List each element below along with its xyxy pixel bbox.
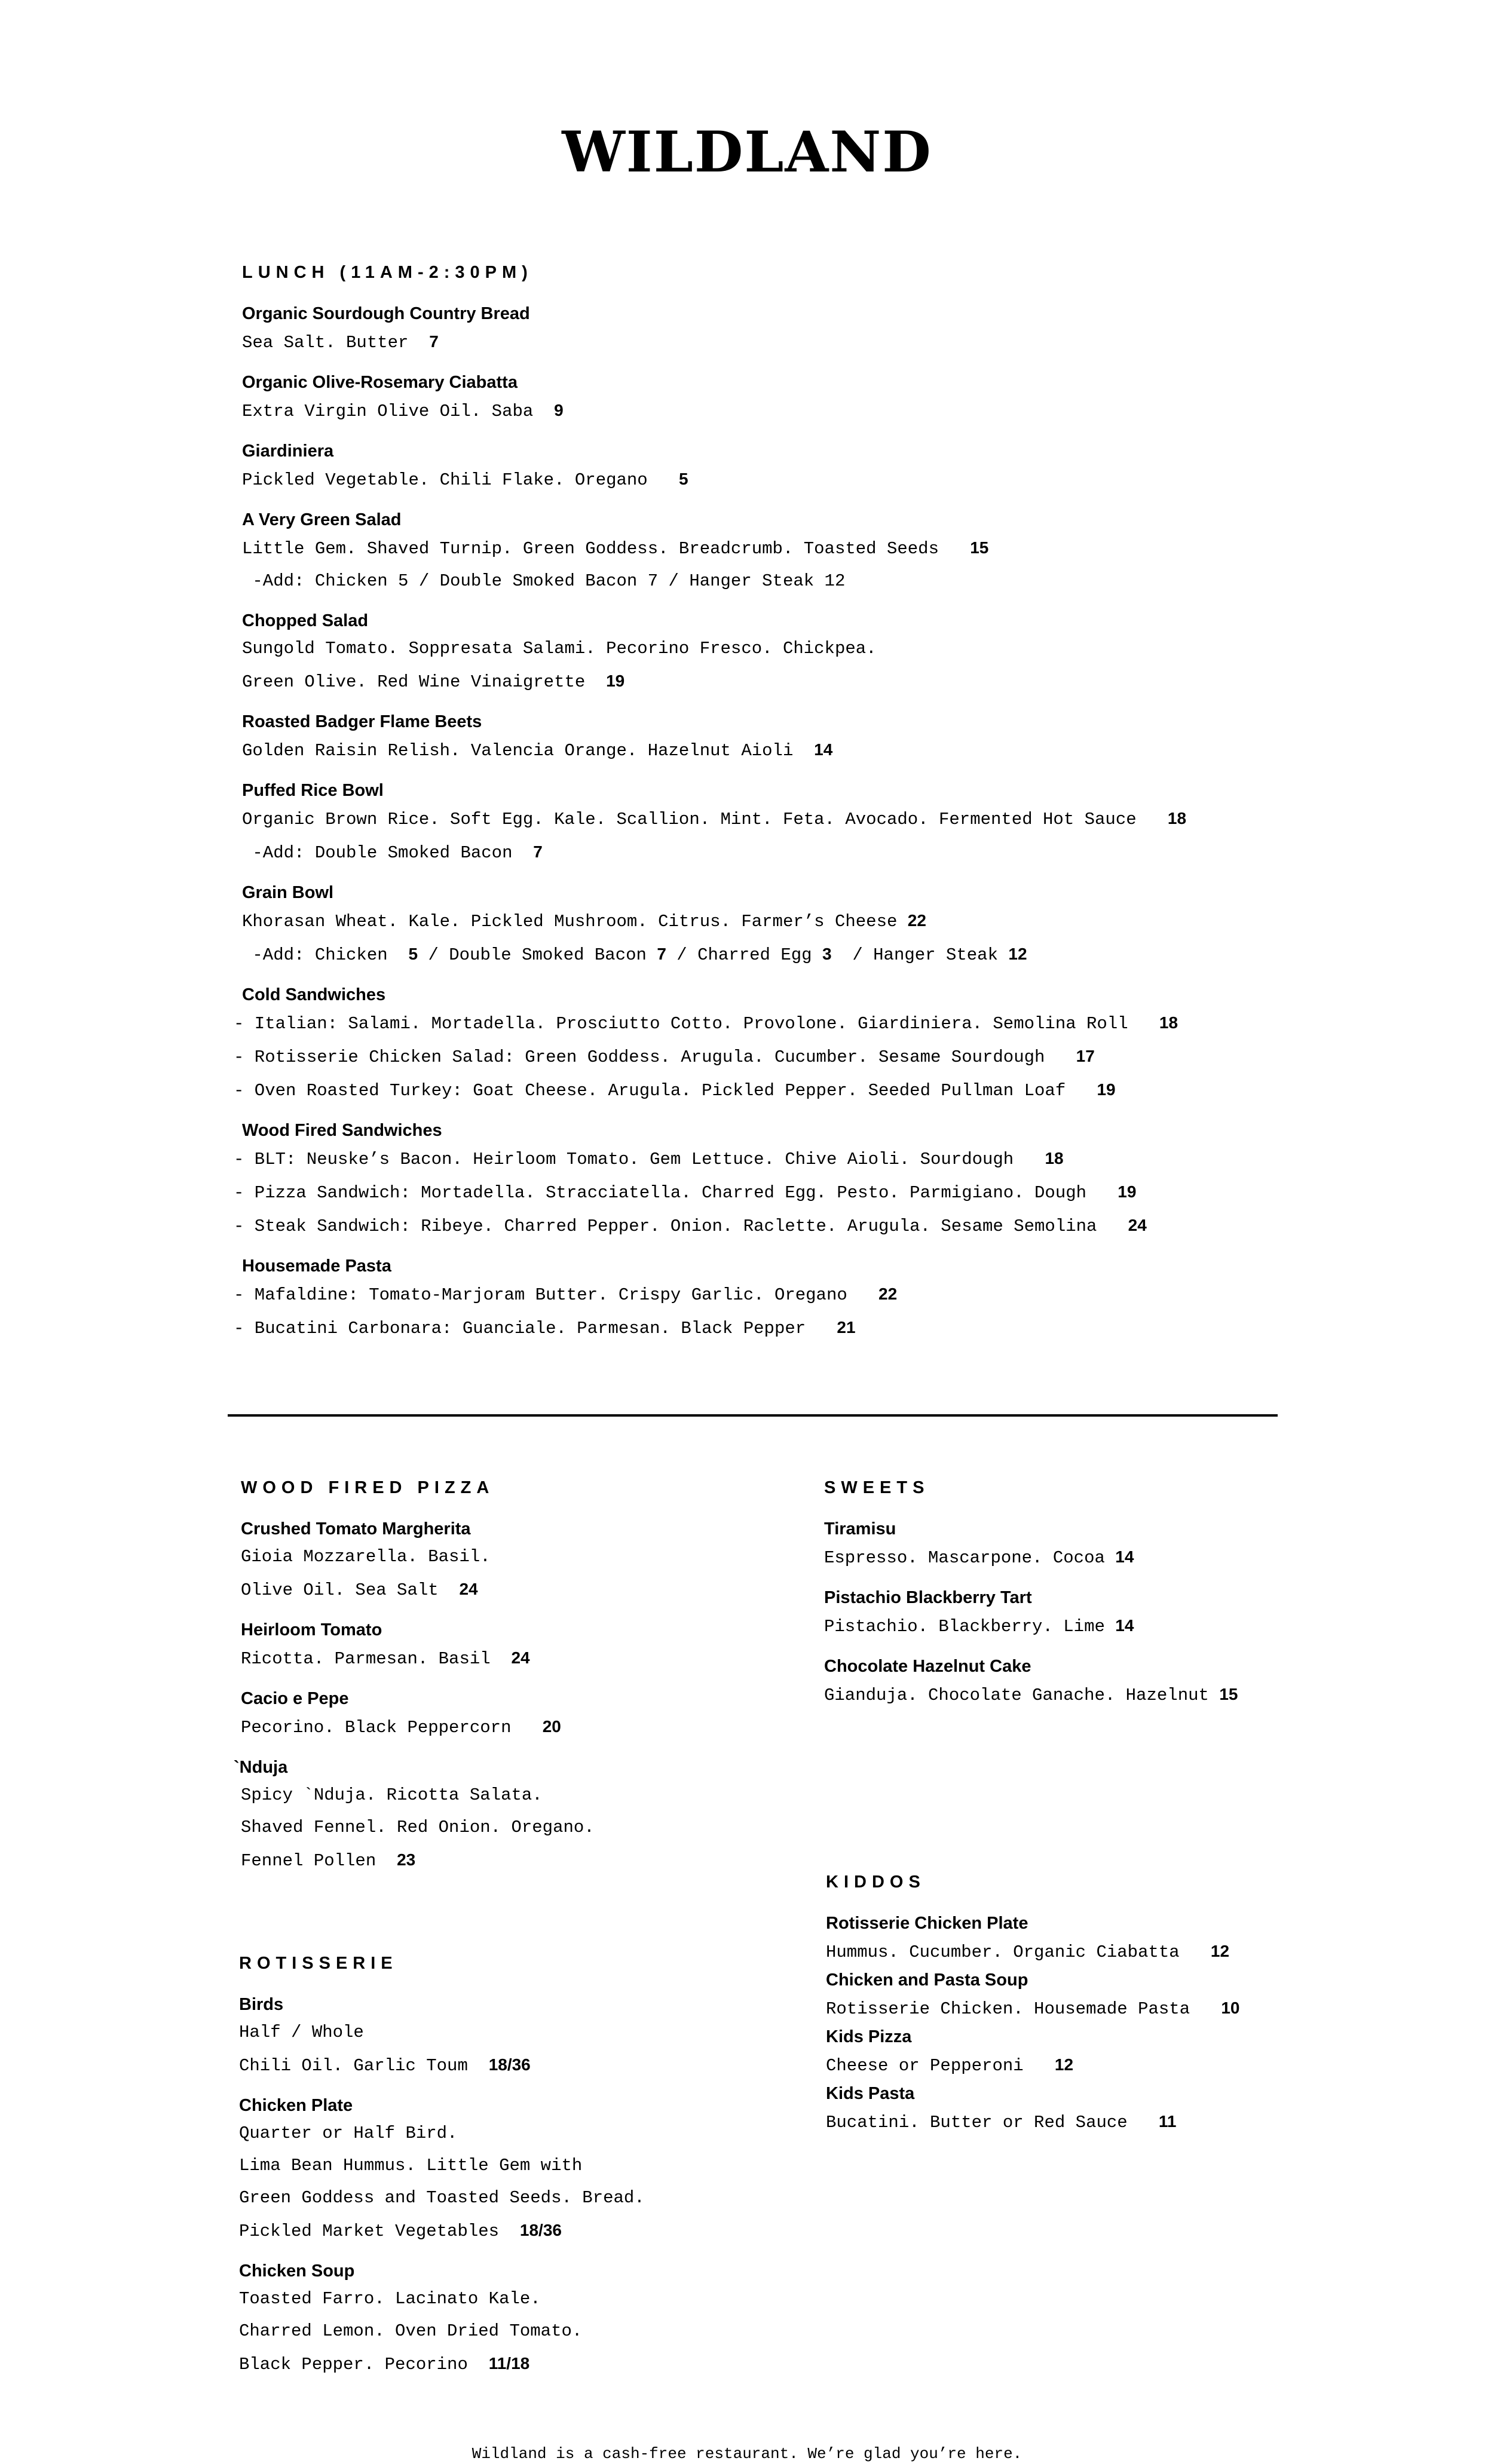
item-price: 17 — [1076, 1047, 1095, 1065]
section-divider — [228, 1414, 1278, 1417]
menu-item-giardiniera — [242, 440, 1288, 497]
item-title: Birds — [239, 1995, 284, 2014]
menu-item-chicken-plate — [239, 2094, 777, 2248]
list-item: - Bucatini Carbonara: Guanciale. Parmesan. Black Pepper 21 — [234, 1318, 856, 1338]
menu-group-housemade-pasta — [234, 1255, 1288, 1345]
item-price: 12 — [1210, 1942, 1230, 1960]
menu-item-kids-chicken-plate — [826, 1912, 1364, 1969]
lunch-section — [234, 261, 1288, 1345]
item-price: 19 — [606, 672, 625, 690]
item-price: 20 — [542, 1717, 561, 1736]
menu-item-kids-pizza — [826, 2025, 1364, 2082]
menu-group-cold-sandwiches — [234, 983, 1288, 1107]
item-price: 15 — [1219, 1685, 1238, 1703]
item-price: 18 — [1159, 1013, 1178, 1032]
list-item: - Oven Roasted Turkey: Goat Cheese. Arugula. Pickled Pepper. Seeded Pullman Loaf 19 — [234, 1080, 1116, 1101]
menu-item-cacio-e-pepe — [241, 1687, 779, 1744]
item-add-ons: -Add: Chicken 5 / Double Smoked Bacon 7 / Charred Egg 3 / Hanger Steak 12 — [242, 945, 1027, 965]
sweets-section — [824, 1476, 1362, 1712]
item-desc: Gianduja. Chocolate Ganache. Hazelnut 15 — [824, 1685, 1238, 1705]
item-title: Heirloom Tomato — [241, 1620, 382, 1639]
menu-group-wood-fired-sandwiches — [234, 1119, 1288, 1243]
item-price: 24 — [459, 1580, 478, 1598]
item-desc: Gioia Mozzarella. Basil. — [241, 1547, 491, 1567]
item-title: Chopped Salad — [242, 611, 369, 630]
item-desc: Ricotta. Parmesan. Basil 24 — [241, 1648, 530, 1669]
list-item: - Pizza Sandwich: Mortadella. Stracciatella. Charred Egg. Pesto. Parmigiano. Dough 19 — [234, 1182, 1137, 1203]
item-title: Organic Olive-Rosemary Ciabatta — [242, 373, 518, 392]
sweets-heading: SWEETS — [824, 1478, 930, 1497]
item-desc: Khorasan Wheat. Kale. Pickled Mushroom. Citrus. Farmer’s Cheese 22 — [242, 911, 926, 931]
menu-item-cake — [824, 1655, 1362, 1712]
item-price: 14 — [1115, 1616, 1134, 1635]
item-add-ons: -Add: Double Smoked Bacon 7 — [242, 842, 543, 863]
menu-item-kids-pasta-soup — [826, 1969, 1364, 2025]
item-desc: Black Pepper. Pecorino 11/18 — [239, 2354, 530, 2374]
menu-item-ciabatta — [242, 371, 1288, 428]
menu-item-beets — [242, 710, 1288, 767]
item-desc: Sea Salt. Butter 7 — [242, 332, 439, 353]
item-price: 24 — [1128, 1216, 1147, 1234]
pizza-section — [234, 1476, 779, 1877]
item-title: Crushed Tomato Margherita — [241, 1519, 471, 1539]
item-price: 9 — [554, 401, 564, 419]
item-title: Wood Fired Sandwiches — [242, 1121, 442, 1140]
item-title: Kids Pizza — [826, 2027, 912, 2046]
item-title: Giardiniera — [242, 442, 334, 461]
item-price: 18/36 — [519, 2221, 562, 2239]
lunch-heading: LUNCH (11AM-2:30PM) — [242, 263, 533, 282]
item-title: Grain Bowl — [242, 883, 334, 902]
item-desc: Pickled Market Vegetables 18/36 — [239, 2221, 562, 2241]
menu-item-bread — [242, 302, 1288, 359]
list-item: - Mafaldine: Tomato-Marjoram Butter. Crispy Garlic. Oregano 22 — [234, 1285, 898, 1305]
item-price: 19 — [1097, 1080, 1116, 1099]
rotisserie-section — [239, 1951, 777, 2381]
item-price: 22 — [907, 911, 926, 930]
item-desc: Charred Lemon. Oven Dried Tomato. — [239, 2321, 583, 2341]
menu-item-tart — [824, 1586, 1362, 1643]
item-desc: Toasted Farro. Lacinato Kale. — [239, 2289, 541, 2309]
item-price: 18 — [1167, 809, 1187, 828]
item-desc: Half / Whole — [239, 2022, 364, 2042]
item-title: Housemade Pasta — [242, 1256, 391, 1276]
menu-item-tiramisu — [824, 1518, 1362, 1574]
item-title: Chicken Soup — [239, 2261, 355, 2281]
item-desc: Pecorino. Black Peppercorn 20 — [241, 1717, 561, 1737]
list-item: - Rotisserie Chicken Salad: Green Goddess. Arugula. Cucumber. Sesame Sourdough 17 — [234, 1047, 1095, 1067]
item-desc: Lima Bean Hummus. Little Gem with — [239, 2156, 583, 2175]
menu-item-green-salad — [242, 508, 1288, 597]
item-desc: Chili Oil. Garlic Toum 18/36 — [239, 2055, 531, 2076]
item-price: 19 — [1118, 1182, 1137, 1201]
item-price: 12 — [1054, 2055, 1074, 2074]
item-title: Roasted Badger Flame Beets — [242, 712, 482, 731]
item-title: `Nduja — [234, 1758, 288, 1777]
menu-item-grain-bowl — [242, 881, 1288, 971]
item-title: Kids Pasta — [826, 2084, 915, 2103]
item-desc: Espresso. Mascarpone. Cocoa 14 — [824, 1547, 1134, 1568]
item-desc: Cheese or Pepperoni 12 — [826, 2055, 1074, 2076]
item-desc: Extra Virgin Olive Oil. Saba 9 — [242, 401, 564, 421]
item-desc: Green Goddess and Toasted Seeds. Bread. — [239, 2188, 645, 2208]
item-desc: Shaved Fennel. Red Onion. Oregano. — [241, 1818, 595, 1837]
item-desc: Organic Brown Rice. Soft Egg. Kale. Scallion. Mint. Feta. Avocado. Fermented Hot Sauce 18 — [242, 809, 1187, 829]
item-title: Pistachio Blackberry Tart — [824, 1588, 1032, 1607]
item-desc: Quarter or Half Bird. — [239, 2123, 458, 2143]
kiddos-section — [826, 1870, 1364, 2139]
item-title: Cold Sandwiches — [242, 985, 386, 1004]
rotisserie-heading: ROTISSERIE — [239, 1954, 398, 1973]
menu-item-chicken-soup — [239, 2260, 777, 2381]
item-desc: Pistachio. Blackberry. Lime 14 — [824, 1616, 1134, 1636]
list-item: - BLT: Neuske’s Bacon. Heirloom Tomato. Gem Lettuce. Chive Aioli. Sourdough 18 — [234, 1149, 1064, 1169]
menu-item-birds — [239, 1993, 777, 2082]
item-desc: Rotisserie Chicken. Housemade Pasta 10 — [826, 1999, 1240, 2019]
item-price: 22 — [878, 1285, 898, 1303]
item-price: 15 — [970, 538, 989, 557]
item-desc: Olive Oil. Sea Salt 24 — [241, 1580, 478, 1600]
item-price: 23 — [397, 1850, 416, 1869]
item-add-ons: -Add: Chicken 5 / Double Smoked Bacon 7 / Hanger Steak 12 — [242, 571, 846, 591]
item-price: 18 — [1045, 1149, 1064, 1167]
item-title: Chocolate Hazelnut Cake — [824, 1657, 1031, 1676]
item-price: 14 — [1115, 1547, 1134, 1566]
pizza-heading: WOOD FIRED PIZZA — [241, 1478, 495, 1497]
item-price: 14 — [814, 740, 833, 759]
item-desc: Hummus. Cucumber. Organic Ciabatta 12 — [826, 1942, 1230, 1962]
item-desc: Golden Raisin Relish. Valencia Orange. Hazelnut Aioli 14 — [242, 740, 833, 761]
footer-note: Wildland is a cash-free restaurant. We’re glad you’re here. — [472, 2445, 1022, 2463]
restaurant-logo: WILDLAND — [562, 119, 932, 185]
item-title: A Very Green Salad — [242, 510, 402, 529]
item-price: 11 — [1158, 2112, 1177, 2131]
item-price: 21 — [837, 1318, 856, 1337]
list-item: - Steak Sandwich: Ribeye. Charred Pepper. Onion. Raclette. Arugula. Sesame Semolina 24 — [234, 1216, 1147, 1236]
item-desc: Spicy `Nduja. Ricotta Salata. — [241, 1785, 543, 1805]
menu-item-heirloom-pizza — [241, 1619, 779, 1675]
item-title: Puffed Rice Bowl — [242, 781, 384, 800]
item-desc: Green Olive. Red Wine Vinaigrette 19 — [242, 672, 625, 692]
item-desc: Sungold Tomato. Soppresata Salami. Pecorino Fresco. Chickpea. — [242, 639, 877, 658]
menu-item-margherita — [241, 1518, 779, 1607]
item-price: 24 — [511, 1648, 530, 1667]
menu-item-kids-pasta — [826, 2082, 1364, 2139]
item-price: 7 — [533, 842, 543, 861]
item-desc: Pickled Vegetable. Chili Flake. Oregano 5 — [242, 470, 688, 490]
item-title: Chicken Plate — [239, 2096, 353, 2115]
list-item: - Italian: Salami. Mortadella. Prosciutto Cotto. Provolone. Giardiniera. Semolina Roll 18 — [234, 1013, 1178, 1034]
item-price: 7 — [429, 332, 439, 351]
menu-item-chopped-salad — [242, 609, 1288, 698]
item-title: Cacio e Pepe — [241, 1689, 349, 1708]
menu-item-nduja — [234, 1756, 779, 1877]
menu-item-rice-bowl — [242, 779, 1288, 869]
item-desc: Bucatini. Butter or Red Sauce 11 — [826, 2112, 1177, 2132]
kiddos-heading: KIDDOS — [826, 1872, 926, 1892]
item-price: 18/36 — [488, 2055, 531, 2074]
item-title: Tiramisu — [824, 1519, 896, 1539]
item-price: 11/18 — [488, 2354, 530, 2373]
item-desc: Little Gem. Shaved Turnip. Green Goddess. Breadcrumb. Toasted Seeds 15 — [242, 538, 989, 559]
item-price: 10 — [1221, 1999, 1240, 2017]
item-desc: Fennel Pollen 23 — [241, 1850, 416, 1871]
item-title: Organic Sourdough Country Bread — [242, 304, 530, 323]
item-title: Rotisserie Chicken Plate — [826, 1914, 1028, 1933]
item-title: Chicken and Pasta Soup — [826, 1970, 1028, 1990]
item-price: 5 — [678, 470, 688, 488]
